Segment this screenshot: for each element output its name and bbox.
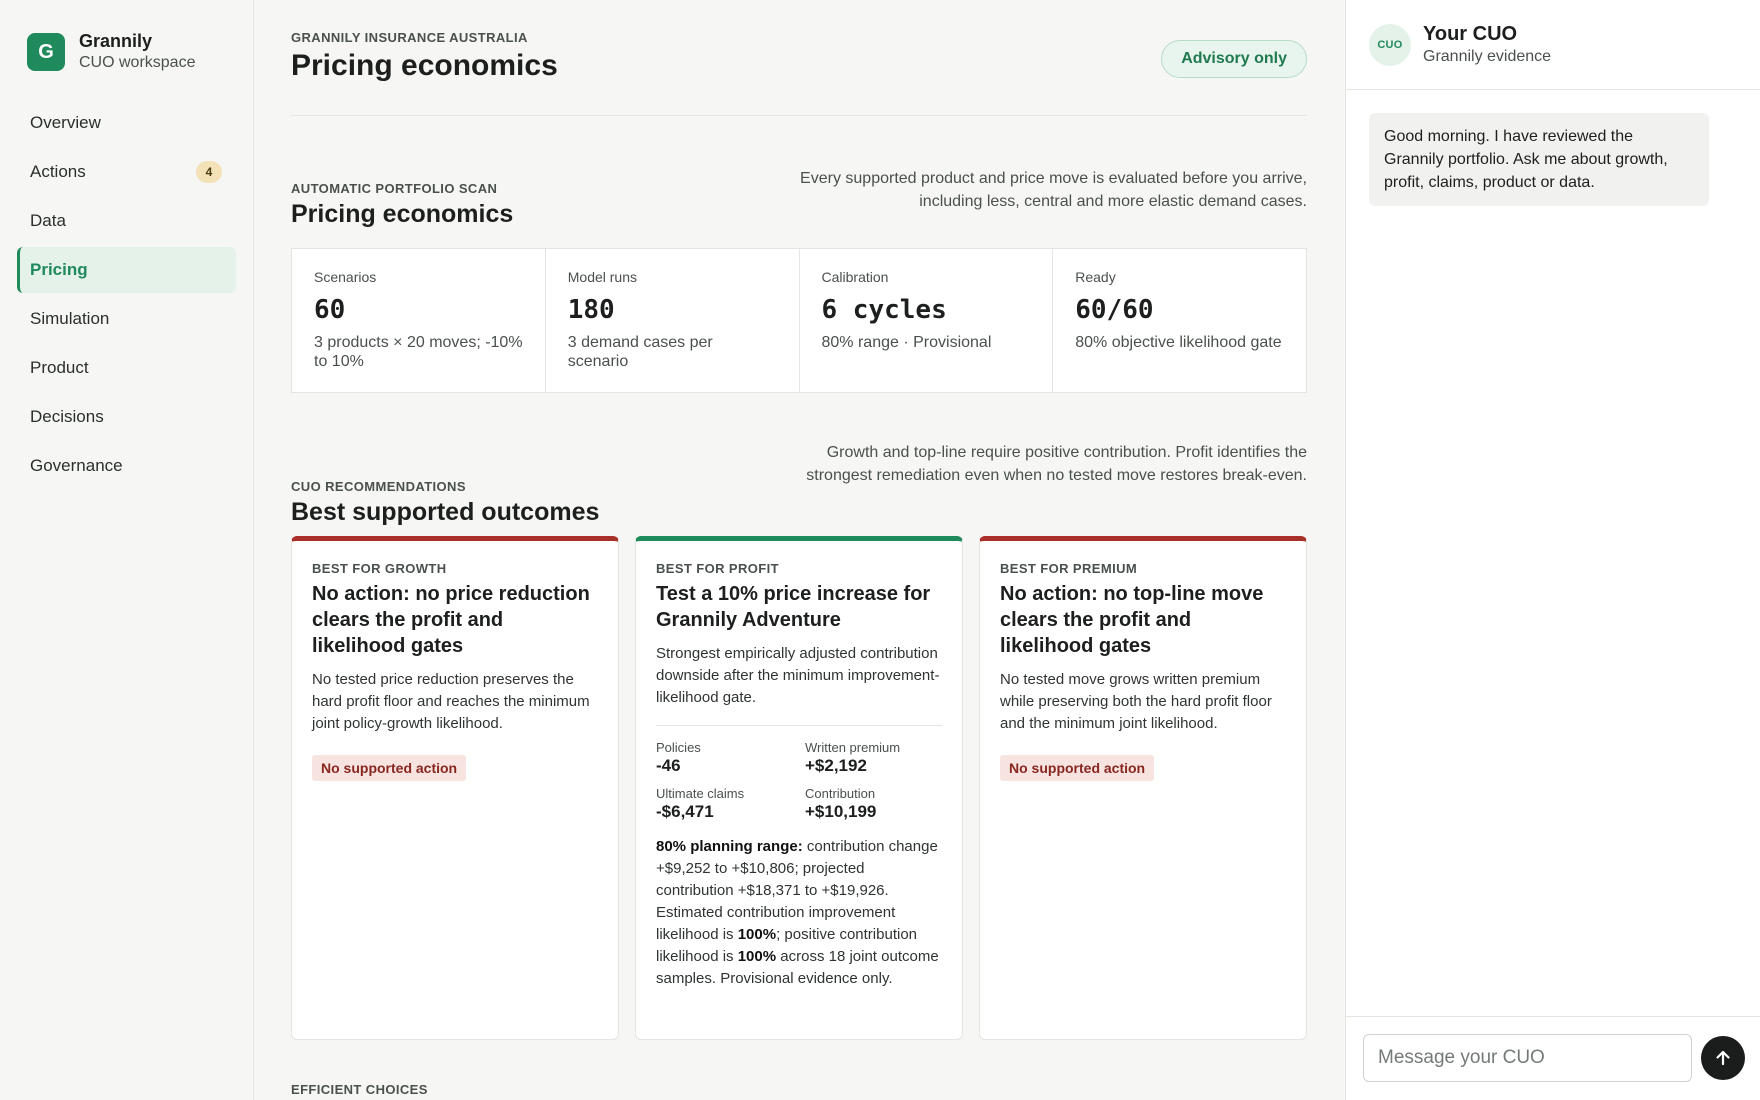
card-eyebrow: BEST FOR GROWTH	[312, 561, 447, 576]
efficient-choices-eyebrow: EFFICIENT CHOICES	[291, 1082, 428, 1097]
sidebar-nav	[17, 100, 236, 492]
actions-count-badge: 4	[196, 161, 222, 183]
page-title: Pricing economics	[291, 49, 558, 82]
metric-ultimate-claims	[656, 786, 793, 822]
advisory-badge: Advisory only	[1161, 40, 1307, 78]
sidebar-item-actions[interactable]	[17, 149, 236, 195]
stat-label: Model runs	[567, 269, 638, 285]
card-title: No action: no price reduction clears the profit and likelihood gates	[312, 583, 590, 657]
stat-ready	[1053, 249, 1306, 392]
send-button[interactable]	[1701, 1036, 1745, 1080]
scan-stats	[291, 248, 1307, 393]
page-header	[291, 30, 1307, 116]
range-pct: 100%	[737, 948, 777, 965]
premium-card[interactable]	[979, 536, 1307, 1040]
sidebar-item-label: Pricing	[30, 260, 88, 279]
stat-value: 180	[567, 295, 615, 325]
brand-name: Grannily	[79, 31, 153, 51]
stat-desc: 3 demand cases per scenario	[567, 334, 713, 370]
metric-written-premium	[805, 740, 942, 776]
metric-value: +$10,199	[805, 802, 877, 821]
sidebar-item-label: Simulation	[30, 309, 110, 328]
sidebar-item-simulation[interactable]	[17, 296, 236, 342]
main-content	[254, 0, 1345, 1100]
scan-section-header	[291, 170, 1307, 229]
metric-value: +$2,192	[805, 756, 867, 775]
scan-title: Pricing economics	[291, 200, 514, 228]
sidebar-item-label: Product	[30, 358, 89, 377]
scan-note: Every supported product and price move is evaluated before you arrive, including less, central and more elastic demand cases.	[800, 170, 1307, 210]
sidebar-item-product[interactable]	[17, 345, 236, 391]
recommendations-note: Growth and top-line require positive contribution. Profit identifies the strongest remediation even when no tested move restores break-even.	[806, 444, 1307, 484]
sidebar-item-label: Decisions	[30, 407, 104, 426]
stat-scenarios	[292, 249, 546, 392]
sidebar-item-overview[interactable]	[17, 100, 236, 146]
metric-label: Policies	[656, 740, 701, 755]
stat-calibration	[800, 249, 1054, 392]
profit-metrics	[656, 740, 942, 822]
divider	[656, 725, 942, 726]
chat-subtitle: Grannily evidence	[1423, 47, 1552, 65]
metric-value: -46	[656, 756, 681, 775]
stat-label: Ready	[1075, 269, 1116, 285]
stat-model-runs	[546, 249, 800, 392]
metric-contribution	[805, 786, 942, 822]
sidebar-item-data[interactable]	[17, 198, 236, 244]
recommendations-eyebrow: CUO RECOMMENDATIONS	[291, 479, 466, 494]
scan-eyebrow: AUTOMATIC PORTFOLIO SCAN	[291, 181, 498, 196]
metric-policies	[656, 740, 793, 776]
metric-label: Written premium	[805, 740, 901, 755]
chat-composer	[1346, 1016, 1760, 1100]
sidebar-item-label: Overview	[30, 113, 101, 132]
stat-desc: 3 products × 20 moves; -10% to 10%	[314, 334, 523, 370]
range-text: across 18 joint outcome samples. Provisional evidence only.	[656, 948, 939, 987]
metric-label: Ultimate claims	[656, 786, 745, 801]
stat-label: Calibration	[821, 269, 889, 285]
sidebar-item-governance[interactable]	[17, 443, 236, 489]
chat-message: Good morning. I have reviewed the Grannily portfolio. Ask me about growth, profit, claims, product or data.	[1369, 113, 1709, 206]
recommendations-title: Best supported outcomes	[291, 498, 600, 526]
metric-value: -$6,471	[656, 802, 714, 821]
card-desc: No tested move grows written premium while preserving both the hard profit floor and the minimum joint likelihood.	[1000, 671, 1272, 732]
stat-label: Scenarios	[314, 269, 377, 285]
range-pct: 100%	[737, 926, 777, 943]
profit-card[interactable]	[635, 536, 963, 1040]
stat-value: 60/60	[1075, 295, 1154, 325]
metric-label: Contribution	[805, 786, 876, 801]
recommendations-section-header	[291, 444, 1307, 527]
range-lead: 80% planning range:	[656, 838, 803, 855]
no-action-tag: No supported action	[312, 755, 466, 781]
sidebar-item-pricing[interactable]	[17, 247, 236, 293]
stat-value: 6 cycles	[821, 295, 947, 325]
card-eyebrow: BEST FOR PROFIT	[656, 561, 779, 576]
stat-desc: 80% objective likelihood gate	[1075, 334, 1282, 351]
sidebar-item-label: Governance	[30, 456, 123, 475]
no-action-tag: No supported action	[1000, 755, 1154, 781]
range-text: ; positive contribution likelihood is	[656, 926, 918, 965]
sidebar	[0, 0, 254, 1100]
page-eyebrow: GRANNILY INSURANCE AUSTRALIA	[291, 30, 528, 45]
card-title: No action: no top-line move clears the profit and likelihood gates	[1000, 583, 1264, 657]
planning-range	[656, 836, 942, 990]
chat-title: Your CUO	[1423, 22, 1518, 45]
cuo-avatar: CUO	[1369, 24, 1411, 66]
sidebar-item-label: Data	[30, 211, 66, 230]
arrow-up-icon	[1713, 1048, 1733, 1068]
card-title: Test a 10% price increase for Grannily Adventure	[656, 583, 931, 631]
card-desc: Strongest empirically adjusted contribution downside after the minimum improvement-likelihood gate.	[656, 645, 940, 706]
growth-card[interactable]	[291, 536, 619, 1040]
message-input[interactable]	[1363, 1034, 1692, 1082]
sidebar-item-label: Actions	[30, 162, 86, 181]
brand	[27, 30, 195, 74]
brand-subtitle: CUO workspace	[79, 54, 196, 71]
sidebar-item-decisions[interactable]	[17, 394, 236, 440]
range-text: contribution change +$9,252 to +$10,806; projected contribution +$18,371 to +$19,926. Estimated contribution improvement likelihood is	[656, 838, 938, 943]
stat-value: 60	[314, 295, 346, 325]
cuo-chat-panel	[1345, 0, 1760, 1100]
stat-desc: 80% range · Provisional	[821, 334, 992, 351]
chat-header	[1346, 0, 1760, 90]
brand-logo: G	[27, 33, 65, 71]
card-eyebrow: BEST FOR PREMIUM	[1000, 561, 1138, 576]
recommendation-cards	[291, 536, 1307, 1040]
card-desc: No tested price reduction preserves the hard profit floor and reaches the minimum joint policy-growth likelihood.	[312, 671, 590, 732]
